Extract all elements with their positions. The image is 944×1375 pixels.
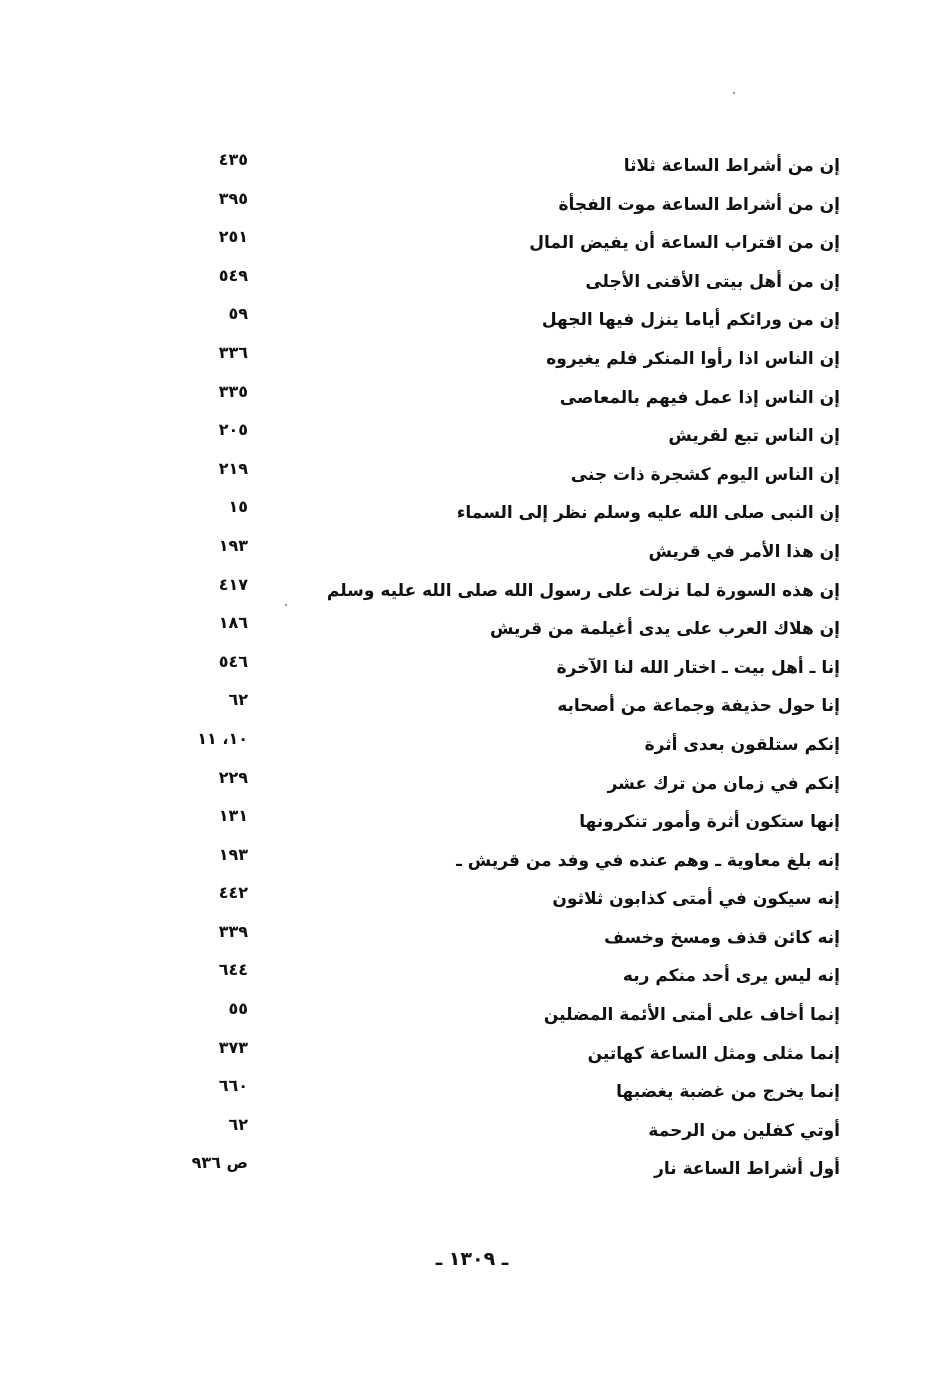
index-list (150, 148, 840, 1190)
entry-text: إنما مثلى ومثل الساعة كهاتين (587, 1043, 840, 1064)
entry-page-ref: ٤١٧ (218, 574, 248, 594)
entry-page-ref: ٢٠٥ (218, 420, 248, 440)
entry-text: إن الناس إذا عمل فيهم بالمعاصى (559, 387, 840, 408)
entry-text: إنها ستكون أثرة وأمور تنكرونها (579, 812, 840, 833)
entry-page-ref: ٥٤٦ (218, 651, 248, 671)
entry-text: إنكم في زمان من ترك عشر (607, 773, 840, 794)
entry-text: إن النبى صلى الله عليه وسلم نظر إلى السماء (456, 503, 840, 524)
entry-text: إن الناس اليوم كشجرة ذات جنى (570, 464, 840, 485)
list-item (150, 457, 840, 496)
entry-page-ref: ٢٥١ (218, 227, 248, 247)
entry-text: أول أشراط الساعة نار (654, 1159, 840, 1180)
list-item (150, 418, 840, 457)
entry-text: إنما يخرج من غضبة يغضبها (616, 1082, 840, 1103)
list-item (150, 1151, 840, 1190)
list-item (150, 495, 840, 534)
entry-text: إن من أهل بيتى الأقنى الأجلى (585, 271, 840, 292)
entry-text: إنه سيكون في أمتى كذابون ثلاثون (552, 889, 840, 910)
list-item (150, 881, 840, 920)
entry-page-ref: ٤٣٥ (218, 150, 248, 169)
list-item (150, 611, 840, 650)
list-item (150, 264, 840, 303)
entry-text: إن هذه السورة لما نزلت على رسول الله صلى الله عليه وسلم (326, 580, 840, 601)
entry-page-ref: ٥٩ (228, 304, 248, 324)
entry-page-ref: ١٠، ١١ (197, 728, 248, 748)
entry-page-ref: ٦٦٠ (218, 1076, 248, 1096)
entry-text: إن من ورائكم أياما ينزل فيها الجهل (541, 310, 840, 331)
entry-page-ref: ٣٩٥ (218, 188, 248, 208)
entry-page-ref: ١٣١ (218, 806, 248, 826)
entry-text: إنه بلغ معاوية ـ وهم عنده في وفد من قريش ـ (456, 850, 840, 871)
list-item (150, 958, 840, 997)
entry-text: إنما أخاف على أمتى الأئمة المضلين (543, 1005, 840, 1026)
entry-text: إنه كائن قذف ومسخ وخسف (604, 927, 840, 948)
entry-page-ref: ١٩٣ (218, 844, 248, 864)
list-item (150, 920, 840, 959)
list-item (150, 534, 840, 573)
scan-speck (733, 92, 735, 94)
list-item (150, 573, 840, 612)
entry-text: إن هلاك العرب على يدى أغيلمة من قريش (489, 619, 840, 640)
entry-text: إن من أشراط الساعة ثلاثا (623, 156, 840, 176)
entry-page-ref: ١٩٣ (218, 535, 248, 555)
list-item (150, 187, 840, 226)
list-item (150, 727, 840, 766)
entry-page-ref: ٦٢ (228, 690, 248, 710)
entry-text: إنكم ستلقون بعدى أثرة (644, 734, 840, 755)
entry-page-ref: ٤٤٢ (218, 883, 248, 903)
list-item (150, 341, 840, 380)
entry-text: إنا حول حذيفة وجماعة من أصحابه (557, 696, 840, 717)
entry-page-ref: ٦٤٤ (218, 960, 248, 980)
entry-page-ref: ٣٣٥ (218, 381, 248, 401)
entry-page-ref: ٢٢٩ (218, 767, 248, 787)
list-item (150, 380, 840, 419)
entry-page-ref: ١٨٦ (218, 613, 248, 633)
list-item (150, 1113, 840, 1152)
entry-text: أوتي كفلين من الرحمة (648, 1120, 840, 1141)
entry-page-ref: ٢١٩ (218, 458, 248, 478)
entry-text: إن من اقتراب الساعة أن يفيض المال (529, 233, 840, 254)
list-item (150, 688, 840, 727)
entry-text: إن من أشراط الساعة موت الفجأة (558, 194, 840, 215)
entry-page-ref: ٦٢ (228, 1114, 248, 1134)
list-item (150, 766, 840, 805)
entry-text: إن هذا الأمر في قريش (648, 541, 840, 562)
entry-page-ref: ١٥ (228, 497, 248, 517)
entry-text: إن الناس اذا رأوا المنكر فلم يغيروه (546, 348, 840, 369)
list-item (150, 843, 840, 882)
list-item (150, 997, 840, 1036)
entry-page-ref: ٣٣٩ (218, 921, 248, 941)
entry-page-ref: ٣٣٦ (218, 342, 248, 362)
list-item (150, 804, 840, 843)
list-item (150, 650, 840, 689)
page-number: ـ ١٣٠٩ ـ (435, 1248, 509, 1270)
entry-page-ref: ٣٧٣ (218, 1037, 248, 1057)
entry-page-ref: ص ٩٣٦ (191, 1153, 248, 1173)
list-item (150, 225, 840, 264)
list-item (150, 302, 840, 341)
entry-page-ref: ٥٥ (228, 999, 248, 1019)
list-item (150, 148, 840, 187)
entry-page-ref: ٥٤٩ (218, 265, 248, 285)
entry-text: إنا ـ أهل بيت ـ اختار الله لنا الآخرة (556, 657, 840, 678)
entry-text: إن الناس تبع لقريش (668, 426, 840, 447)
list-item (150, 1036, 840, 1075)
list-item (150, 1074, 840, 1113)
entry-text: إنه ليس يرى أحد منكم ربه (622, 966, 840, 987)
